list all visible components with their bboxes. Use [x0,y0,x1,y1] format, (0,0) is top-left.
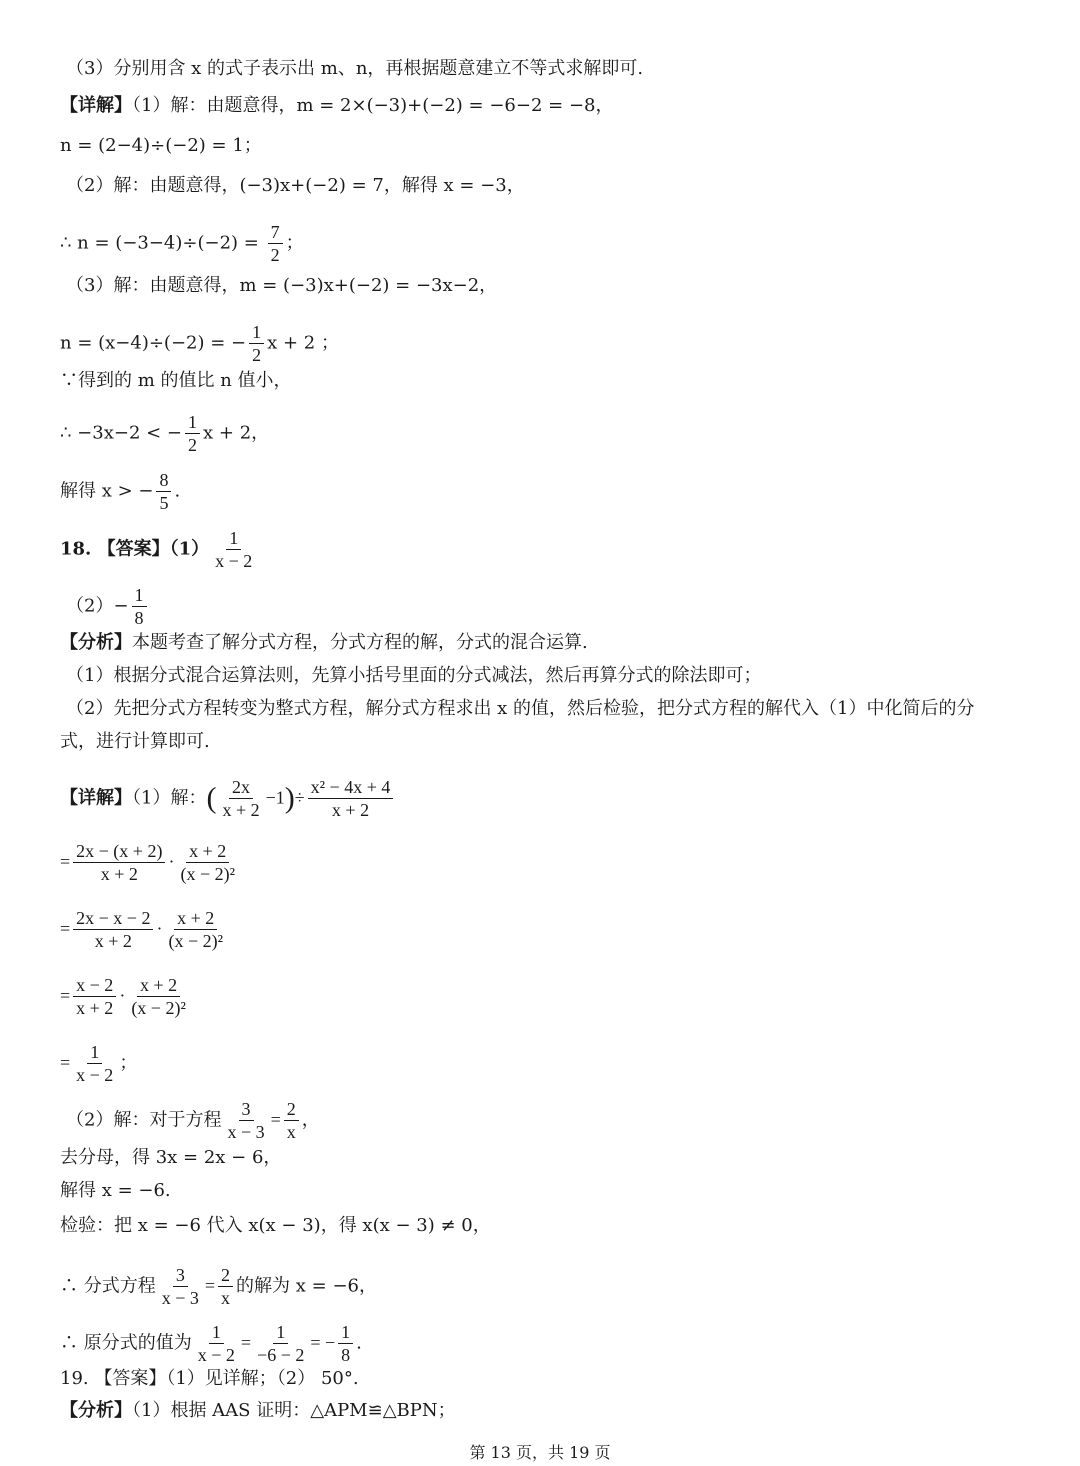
fraction-denominator: (x − 2)² [180,864,235,884]
fraction [156,469,171,514]
text-line: n = (2−4)÷(−2) = 1； [60,135,262,156]
fraction [254,1321,307,1366]
text-line [60,1264,377,1309]
text-line [60,469,180,514]
fraction-numerator: 1 [249,321,264,344]
math-text: . [356,1332,362,1354]
math-text: （1）解：由题意得，m = 2×(−3)+(−2) = −6−2 = −8， [132,95,614,116]
math-text: ÷ [294,787,305,808]
text-line [60,1041,137,1086]
fraction [218,1264,233,1309]
fraction-denominator: x + 2 [331,800,370,820]
fraction-denominator: x + 2 [76,998,114,1018]
math-text: x + 2 ； [267,332,339,354]
fraction-denominator: 8 [341,1345,351,1365]
text-line [60,321,339,366]
fraction [128,974,189,1019]
section-tag: 【详解】 [60,95,132,116]
fraction-numerator: 2 [284,1098,299,1121]
fraction-numerator: x² − 4x + 4 [308,776,394,799]
fraction-numerator: 1 [132,584,147,607]
fraction [195,1321,238,1366]
fraction-numerator: x + 2 [137,974,180,997]
fraction [73,840,165,885]
fraction-denominator: 2 [188,435,198,455]
fraction-numerator: x + 2 [174,907,217,930]
math-text: ∴ 分式方程 [60,1275,156,1297]
math-text: ； [119,1052,138,1074]
text-line [60,411,269,456]
fraction-numerator: 8 [156,469,171,492]
text-line [66,1098,320,1143]
fraction [159,1264,202,1309]
text-line: （3）解：由题意得，m = (−3)x+(−2) = −3x−2， [66,275,498,296]
fraction-denominator: 8 [134,608,144,628]
right-paren: ) [284,781,295,815]
fraction-numerator: 1 [185,411,200,434]
fraction-denominator: x + 2 [100,864,138,884]
fraction-denominator: 5 [159,493,169,513]
math-text: ， [301,1109,320,1131]
fraction-numerator: 3 [239,1098,254,1121]
answer-line: 19. 【答案】（1）见详解；（2） 50°. [60,1368,359,1389]
equals-sign: = [60,985,71,1006]
math-text: x + 2， [203,422,270,444]
fraction-denominator: 2 [270,245,280,265]
equals-sign: = [204,1275,216,1296]
answer-line [60,527,258,572]
equals-sign: = [60,851,71,872]
math-text: ∴ −3x−2 < − [60,422,183,444]
section-tag: 【详解】 [60,787,132,809]
math-text: （2）− [66,595,129,617]
fraction-numerator: 2x − (x + 2) [73,840,165,863]
fraction-denominator: (x − 2)² [168,931,224,951]
fraction-denominator: x − 3 [227,1122,265,1142]
math-text: 的解为 x = −6， [236,1275,377,1297]
dot-operator: · [156,918,163,939]
fraction-denominator: (x − 2)² [131,998,186,1018]
fraction-numerator: 2x [229,776,253,799]
text-line [60,907,229,952]
fraction-denominator: x − 3 [161,1288,199,1308]
fraction-numerator: 2 [218,1264,233,1287]
section-tag: 【分析】 [60,632,132,653]
text-line [60,1321,362,1366]
math-text: ； [285,232,304,254]
equals-sign: = [60,1052,71,1073]
text-line [60,974,192,1019]
math-text: （2）解：对于方程 [66,1109,222,1131]
fraction-denominator: x + 2 [94,931,132,951]
fraction [185,411,200,456]
fraction [73,974,116,1019]
fraction-numerator: x + 2 [186,840,229,863]
text-line: （2）解：由题意得，(−3)x+(−2) = 7，解得 x = −3， [66,175,525,196]
fraction-numerator: 1 [226,527,241,550]
fraction [219,776,262,821]
fraction [284,1098,299,1143]
math-text: n = (x−4)÷(−2) = − [60,332,247,354]
paragraph-text: （1）根据 AAS 证明：△APM≌△BPN； [132,1400,456,1421]
fraction [73,1041,116,1086]
fraction-numerator: 3 [173,1264,188,1287]
math-text: 解得 x > − [60,480,154,502]
equals-sign: = − [310,1332,336,1353]
fraction-denominator: x − 2 [215,551,253,571]
fraction [132,584,147,629]
fraction [165,907,226,952]
dot-operator: · [168,851,175,872]
fraction-numerator: 2x − x − 2 [73,907,153,930]
math-text: . [174,480,181,502]
text-line [60,630,588,656]
fraction-denominator: x − 2 [76,1065,114,1085]
text-line: 式，进行计算即可. [60,731,210,752]
fraction [338,1321,353,1366]
text-line [60,1398,456,1424]
answer-label: 18. 【答案】（1） [60,538,210,560]
equals-sign: = [60,918,71,939]
left-paren: ( [206,781,217,815]
text-line: 去分母，得 3x = 2x − 6， [60,1147,282,1168]
text-line: （3）分别用含 x 的式子表示出 m、n，再根据题意建立不等式求解即可. [66,58,644,79]
fraction-numerator: 1 [273,1321,288,1344]
fraction-numerator: x − 2 [73,974,116,997]
fraction [212,527,255,572]
text-line [60,840,241,885]
math-text: ∴ 原分式的值为 [60,1332,192,1354]
fraction [224,1098,267,1143]
equals-sign: = [270,1109,281,1130]
fraction-numerator: 1 [338,1321,353,1344]
fraction-denominator: −6 − 2 [257,1345,305,1365]
fraction-numerator: 1 [209,1321,224,1344]
fraction-denominator: x [221,1288,231,1308]
text-line: （2）先把分式方程转变为整式方程，解分式方程求出 x 的值，然后检验，把分式方程的解代入（1）中化简后的分 [66,698,975,719]
fraction [268,221,283,266]
fraction-denominator: x + 2 [222,800,260,820]
paragraph-text: 本题考查了解分式方程，分式方程的解，分式的混合运算. [132,632,588,653]
fraction [73,907,153,952]
fraction [177,840,238,885]
answer-line [66,584,150,629]
fraction [308,776,394,821]
fraction-denominator: x − 2 [197,1345,235,1365]
section-tag: 【分析】 [60,1400,132,1421]
dot-operator: · [119,985,126,1006]
fraction-denominator: 2 [252,345,262,365]
math-text: ∴ n = (−3−4)÷(−2) = [60,232,259,254]
page-footer: 第 13 页，共 19 页 [469,1443,611,1462]
text-line [60,221,304,266]
text-line: 检验：把 x = −6 代入 x(x − 3)，得 x(x − 3) ≠ 0， [60,1215,491,1236]
text-line: ∵得到的 m 的值比 n 值小， [60,370,292,391]
text-line [60,93,613,119]
fraction-denominator: x [286,1122,296,1142]
math-text: −1 [265,787,285,808]
text-line: 解得 x = −6. [60,1180,171,1201]
fraction-numerator: 1 [87,1041,102,1064]
equals-sign: = [240,1332,252,1353]
text-line [60,776,396,821]
fraction [249,321,264,366]
math-text: （1）解： [132,787,207,809]
fraction-numerator: 7 [268,221,283,244]
text-line: （1）根据分式混合运算法则，先算小括号里面的分式减法，然后再算分式的除法即可； [66,665,762,686]
